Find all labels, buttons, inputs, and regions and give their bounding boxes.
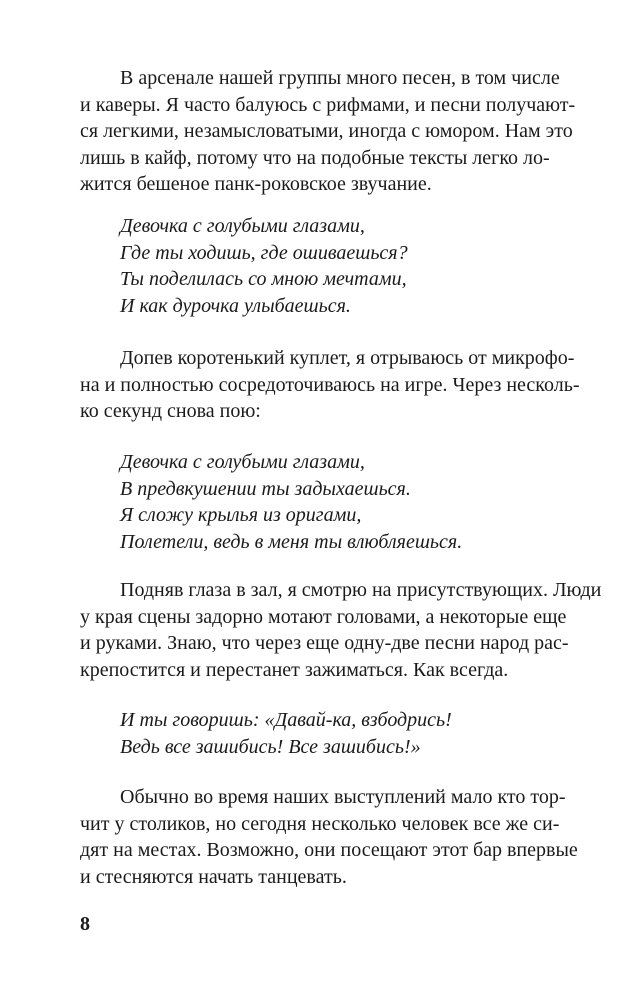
verse-line: И ты говоришь: «Давай-ка, взбодрись!	[120, 709, 452, 731]
verse-line: Девочка с голубыми глазами,	[120, 215, 365, 237]
paragraph-line: жится бешеное панк-роковское звучание.	[80, 173, 432, 195]
paragraph-line: Допев коротенький куплет, я отрываюсь от микрофо-	[120, 347, 575, 369]
paragraph-line: на и полностью сосредоточиваюсь на игре. Через несколь-	[80, 373, 580, 396]
paragraph-line: ко секунд снова пою:	[80, 400, 261, 422]
paragraph-line: и руками. Знаю, что через еще одну-две песни народ рас-	[80, 632, 569, 654]
page-number: 8	[80, 913, 90, 935]
verse-2	[120, 449, 540, 555]
verse-line: Ты поделилась со мною мечтами,	[120, 268, 407, 290]
verse-line: Полетели, ведь в меня ты влюбляешься.	[120, 530, 463, 553]
paragraph-line: чит у столиков, но сегодня несколько человек все же си-	[80, 812, 560, 835]
paragraph-line: Подняв глаза в зал, я смотрю на присутствующих. Люди	[120, 579, 602, 601]
paragraph-line: дят на местах. Возможно, они посещают этот бар впервые	[80, 839, 578, 861]
verse-line: И как дурочка улыбаешься.	[120, 294, 351, 317]
paragraph-4	[80, 784, 578, 890]
paragraph-line: лишь в кайф, потому что на подобные тексты легко ло-	[80, 146, 550, 169]
paragraph-line: и стесняются начать танцевать.	[80, 865, 347, 888]
verse-line: В предвкушении ты задыхаешься.	[120, 477, 411, 500]
paragraph-line: у края сцены задорно мотают головами, а некоторые еще	[80, 605, 567, 628]
verse-line: Ведь все зашибись! Все зашибись!»	[120, 735, 421, 758]
verse-1	[120, 213, 540, 319]
paragraph-line: и каверы. Я часто балуюсь с рифмами, и песни получают-	[80, 93, 576, 116]
verse-line: Девочка с голубыми глазами,	[120, 451, 365, 473]
verse-line: Я сложу крылья из оригами,	[120, 504, 362, 526]
paragraph-line: В арсенале нашей группы много песен, в том числе	[120, 67, 560, 89]
paragraph-line: ся легкими, незамысловатыми, иногда с юмором. Нам это	[80, 120, 573, 142]
paragraph-1	[80, 65, 576, 198]
paragraph-2	[80, 345, 580, 425]
verse-3	[120, 707, 540, 760]
verse-line: Где ты ходишь, где ошиваешься?	[120, 241, 408, 264]
paragraph-line: Обычно во время наших выступлений мало кто тор-	[120, 786, 566, 808]
paragraph-3	[80, 577, 602, 683]
paragraph-line: крепостится и перестанет зажиматься. Как всегда.	[80, 658, 509, 681]
